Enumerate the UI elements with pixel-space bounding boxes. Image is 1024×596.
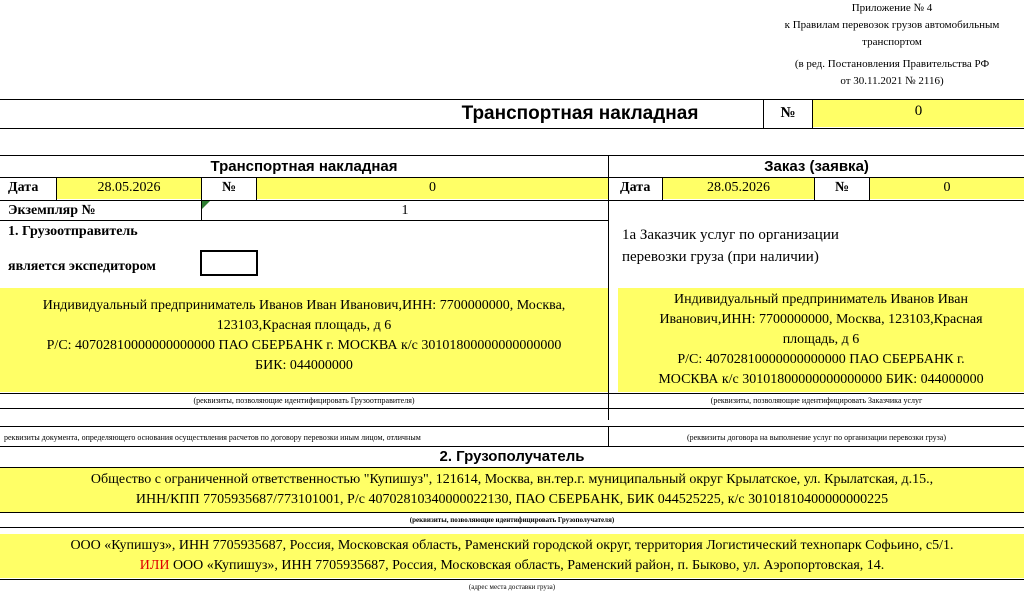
waybill-number-field[interactable]: 0 [257, 178, 608, 199]
waybill-date-label: Дата [8, 180, 39, 195]
consignee-caption: (реквизиты, позволяющие идентифицировать Грузополучателя) [409, 516, 615, 524]
delivery-address-caption: (адрес места доставки груза) [468, 583, 556, 591]
customer-details-line-2: Иванович,ИНН: 7700000000, Москва, 123103,Красная [659, 312, 983, 327]
order-date-label: Дата [620, 180, 651, 195]
consignee-details [0, 468, 1024, 512]
customer-details [618, 288, 1024, 392]
customer-title-line-1: 1а Заказчик услуг по организации [622, 227, 839, 243]
consignee-section-title: 2. Грузополучатель [439, 448, 585, 465]
or-label: ИЛИ [139, 558, 170, 573]
annex-line-2: к Правилам перевозок грузов автомобильным [784, 19, 1000, 31]
delivery-address [0, 534, 1024, 578]
delivery-address-line-2 [0, 556, 1024, 576]
waybill-number-label: № [221, 180, 237, 195]
customer-caption: (реквизиты, позволяющие идентифицировать Заказчика услуг [710, 396, 923, 405]
shipper-caption: (реквизиты, позволяющие идентифицировать Грузоотправителя) [193, 396, 415, 405]
annex-block [760, 0, 1024, 96]
order-title: Заказ (заявка) [764, 158, 869, 175]
customer-title [622, 224, 1022, 270]
customer-details-line-5: МОСКВА к/с 30101800000000000000 БИК: 044000000 [658, 372, 984, 387]
header-number-field[interactable]: 0 [813, 100, 1024, 127]
order-date-field[interactable]: 28.05.2026 [663, 178, 814, 199]
order-number-label: № [834, 180, 850, 195]
delivery-address-line-1: ООО «Купишуз», ИНН 7705935687, Россия, Московская область, Раменский городской округ, территория Логистический технопарк Софьино, с5/1. [70, 538, 954, 553]
annex-line-4: (в ред. Постановления Правительства РФ [794, 58, 990, 70]
annex-line-1: Приложение № 4 [851, 2, 933, 14]
waybill-date-field[interactable]: 28.05.2026 [57, 178, 201, 199]
customer-details-line-3: площадь, д 6 [782, 332, 860, 347]
annex-line-3: транспортом [862, 36, 922, 48]
header-number-label: № [780, 105, 796, 121]
shipper-details-line-2: 123103,Красная площадь, д 6 [216, 318, 392, 333]
customer-details-line-1: Индивидуальный предприниматель Иванов Иван [674, 292, 968, 307]
customer-title-line-2: перевозки груза (при наличии) [622, 249, 819, 265]
order-number-field[interactable]: 0 [870, 178, 1024, 199]
contract-caption: (реквизиты договора на выполнение услуг по организации перевозки груза) [686, 433, 947, 442]
waybill-title: Транспортная накладная [210, 158, 398, 175]
page-title: Транспортная накладная [461, 103, 699, 124]
shipper-details-line-4: БИК: 044000000 [255, 358, 353, 373]
copy-label: Экземпляр № [8, 203, 96, 218]
forwarder-checkbox[interactable] [200, 250, 258, 276]
shipper-details [0, 288, 608, 392]
annex-line-5: от 30.11.2021 № 2116) [840, 75, 944, 87]
consignee-details-line-1: Общество с ограниченной ответственностью "Купишуз", 121614, Москва, вн.тер.г. муниципальный округ Крылатское, ул. Крылатская, д.15., [90, 472, 934, 487]
shipper-details-line-1: Индивидуальный предприниматель Иванов Иван Иванович,ИНН: 7700000000, Москва, [42, 298, 566, 313]
shipper-details-line-3: Р/С: 40702810000000000000 ПАО СБЕРБАНК г. МОСКВА к/с 30101800000000000000 [46, 338, 562, 353]
forwarder-label: является экспедитором [8, 259, 156, 274]
delivery-address-line-2-text: ООО «Купишуз», ИНН 7705935687, Россия, Московская область, Раменский район, п. Быково, ул. Аэропортовская, 14. [169, 558, 885, 573]
customer-details-line-4: Р/С: 40702810000000000000 ПАО СБЕРБАНК г. [677, 352, 965, 367]
copy-number-field[interactable]: 1 [401, 203, 409, 218]
consignee-details-line-2: ИНН/КПП 7705935687/773101001, Р/с 40702810340000022130, ПАО СБЕРБАНК, БИК 044525225, к/с 30101810400000000225 [135, 492, 889, 507]
shipper-section-title: 1. Грузоотправитель [8, 224, 138, 239]
payment-caption: реквизиты документа, определяющего основания осуществления расчетов по договору перевозки иным лицом, отличным [4, 433, 421, 442]
